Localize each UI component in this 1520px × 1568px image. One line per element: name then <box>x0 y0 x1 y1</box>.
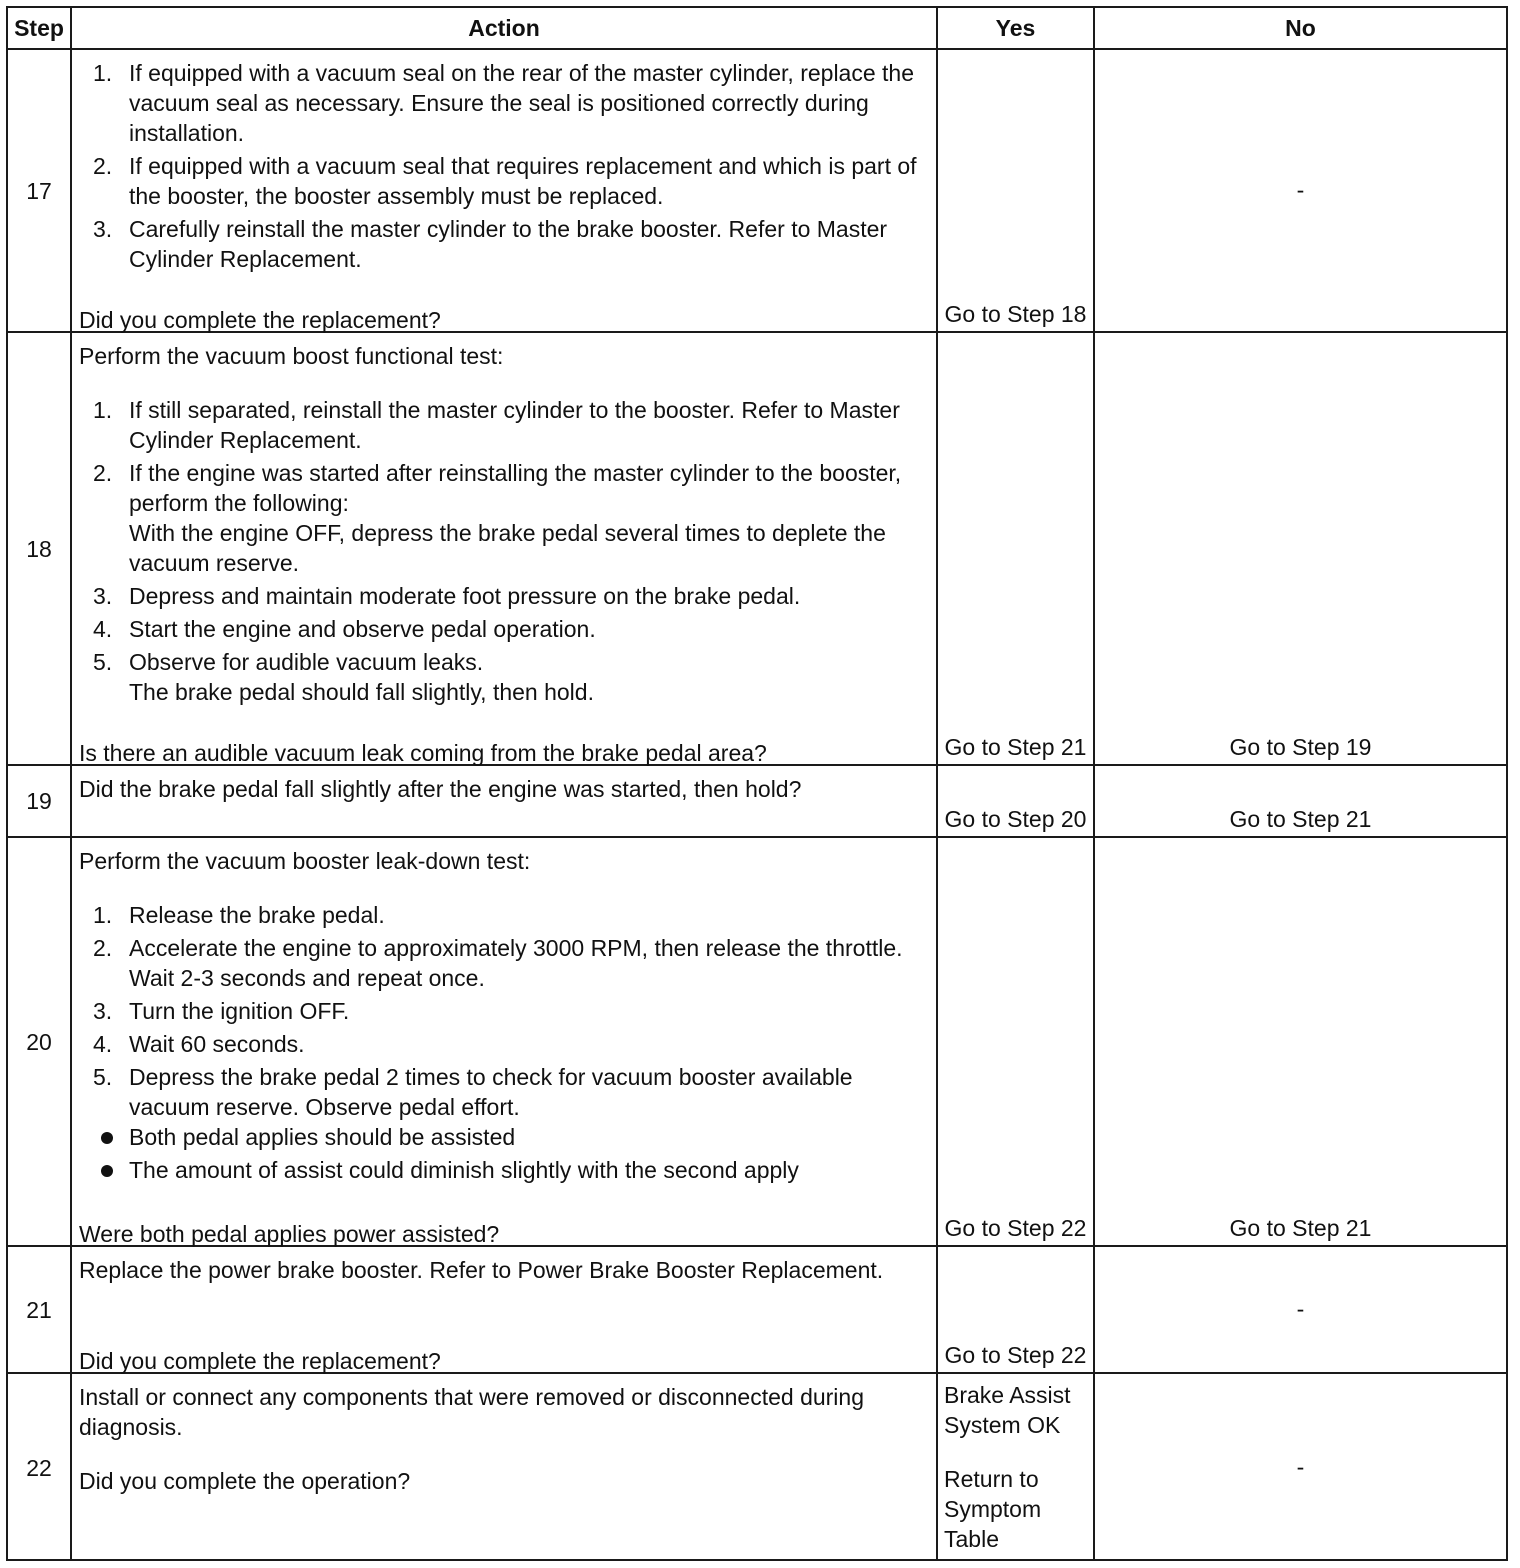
header-step: Step <box>8 8 71 49</box>
question-text: Did you complete the operation? <box>79 1468 411 1494</box>
header-yes: Yes <box>937 8 1094 49</box>
yes-outcome-secondary: Return to Symptom Table <box>944 1466 1042 1552</box>
bullet-list <box>79 1122 930 1185</box>
table-row <box>8 1373 1506 1561</box>
diagnostic-table <box>8 8 1506 1561</box>
intro-text: Perform the vacuum booster leak-down test: <box>79 848 531 874</box>
item-note: With the engine OFF, depress the brake pedal several times to deplete the vacuum reserve. <box>129 520 886 576</box>
list-item: 2. Accelerate the engine to approximately 3000 RPM, then release the throttle. Wait 2-3 seconds and repeat once. <box>93 935 903 991</box>
yes-cell: Go to Step 22 <box>937 1246 1094 1373</box>
yes-outcome: Brake Assist System OK <box>944 1382 1071 1438</box>
list-item: 4. Wait 60 seconds. <box>93 1031 305 1057</box>
table-row <box>8 837 1506 1246</box>
list-item: 4. Start the engine and observe pedal operation. <box>93 616 596 642</box>
list-item: 2. If equipped with a vacuum seal that requires replacement and which is part of the booster, the booster assembly must be replaced. <box>93 153 917 209</box>
diagnostic-table-page <box>6 6 1508 1561</box>
yes-cell: Go to Step 20 <box>937 765 1094 837</box>
instruction-list <box>79 58 930 274</box>
action-cell <box>71 1246 937 1373</box>
no-cell: Go to Step 21 <box>1094 837 1506 1246</box>
bullet-item: Both pedal applies should be assisted <box>79 1122 930 1152</box>
list-item: 5. Observe for audible vacuum leaks. The brake pedal should fall slightly, then hold. <box>93 649 594 705</box>
header-row <box>8 8 1506 49</box>
list-item: 1. Release the brake pedal. <box>93 902 385 928</box>
table-row <box>8 332 1506 765</box>
no-cell: Go to Step 19 <box>1094 332 1506 765</box>
table-row <box>8 1246 1506 1373</box>
step-number: 17 <box>8 49 71 332</box>
intro-text: Perform the vacuum boost functional test: <box>79 343 504 369</box>
question-text: Is there an audible vacuum leak coming from the brake pedal area? <box>79 740 767 766</box>
step-number: 21 <box>8 1246 71 1373</box>
question-text: Did you complete the replacement? <box>79 1348 441 1374</box>
bullet-item: The amount of assist could diminish slightly with the second apply <box>79 1155 930 1185</box>
yes-cell: Go to Step 22 <box>937 837 1094 1246</box>
question-text: Were both pedal applies power assisted? <box>79 1221 500 1247</box>
table-row <box>8 765 1506 837</box>
header-no: No <box>1094 8 1506 49</box>
no-cell: - <box>1094 1246 1506 1373</box>
no-cell: Go to Step 21 <box>1094 765 1506 837</box>
question-text: Did you complete the replacement? <box>79 307 441 333</box>
action-cell <box>71 1373 937 1561</box>
action-text: Install or connect any components that were removed or disconnected during diagnosis. <box>79 1384 864 1440</box>
list-item: 1. If equipped with a vacuum seal on the rear of the master cylinder, replace the vacuum seal as necessary. Ensure the seal is positioned correctly during installation. <box>93 60 914 146</box>
action-cell <box>71 49 937 332</box>
yes-cell: Go to Step 21 <box>937 332 1094 765</box>
action-text: Replace the power brake booster. Refer to Power Brake Booster Replacement. <box>79 1257 884 1283</box>
step-number: 22 <box>8 1373 71 1561</box>
list-item: 1. If still separated, reinstall the master cylinder to the booster. Refer to Master Cylinder Replacement. <box>93 397 900 453</box>
instruction-list <box>79 900 930 1185</box>
yes-cell: Go to Step 18 <box>937 49 1094 332</box>
no-cell: - <box>1094 1373 1506 1561</box>
step-number: 19 <box>8 765 71 837</box>
header-action: Action <box>71 8 937 49</box>
yes-cell <box>937 1373 1094 1561</box>
action-cell <box>71 332 937 765</box>
list-item: 3. Turn the ignition OFF. <box>93 998 350 1024</box>
no-cell: - <box>1094 49 1506 332</box>
question-text: Did the brake pedal fall slightly after the engine was started, then hold? <box>79 776 802 802</box>
step-number: 20 <box>8 837 71 1246</box>
action-cell <box>71 837 937 1246</box>
list-item: 5. Depress the brake pedal 2 times to check for vacuum booster available vacuum reserve. Observe pedal effort. Both pedal applies should be assisted The amount of assist could diminish slightly with the second apply <box>79 1062 930 1185</box>
list-item: 3. Carefully reinstall the master cylinder to the brake booster. Refer to Master Cylinder Replacement. <box>93 216 888 272</box>
table-row <box>8 49 1506 332</box>
action-cell <box>71 765 937 837</box>
instruction-list <box>79 395 930 707</box>
step-number: 18 <box>8 332 71 765</box>
list-item: 2. If the engine was started after reinstalling the master cylinder to the booster, perform the following: With the engine OFF, depress the brake pedal several times to deplete the vacuum reserve. <box>93 460 902 576</box>
item-note: The brake pedal should fall slightly, then hold. <box>129 679 594 705</box>
list-item: 3. Depress and maintain moderate foot pressure on the brake pedal. <box>93 583 801 609</box>
